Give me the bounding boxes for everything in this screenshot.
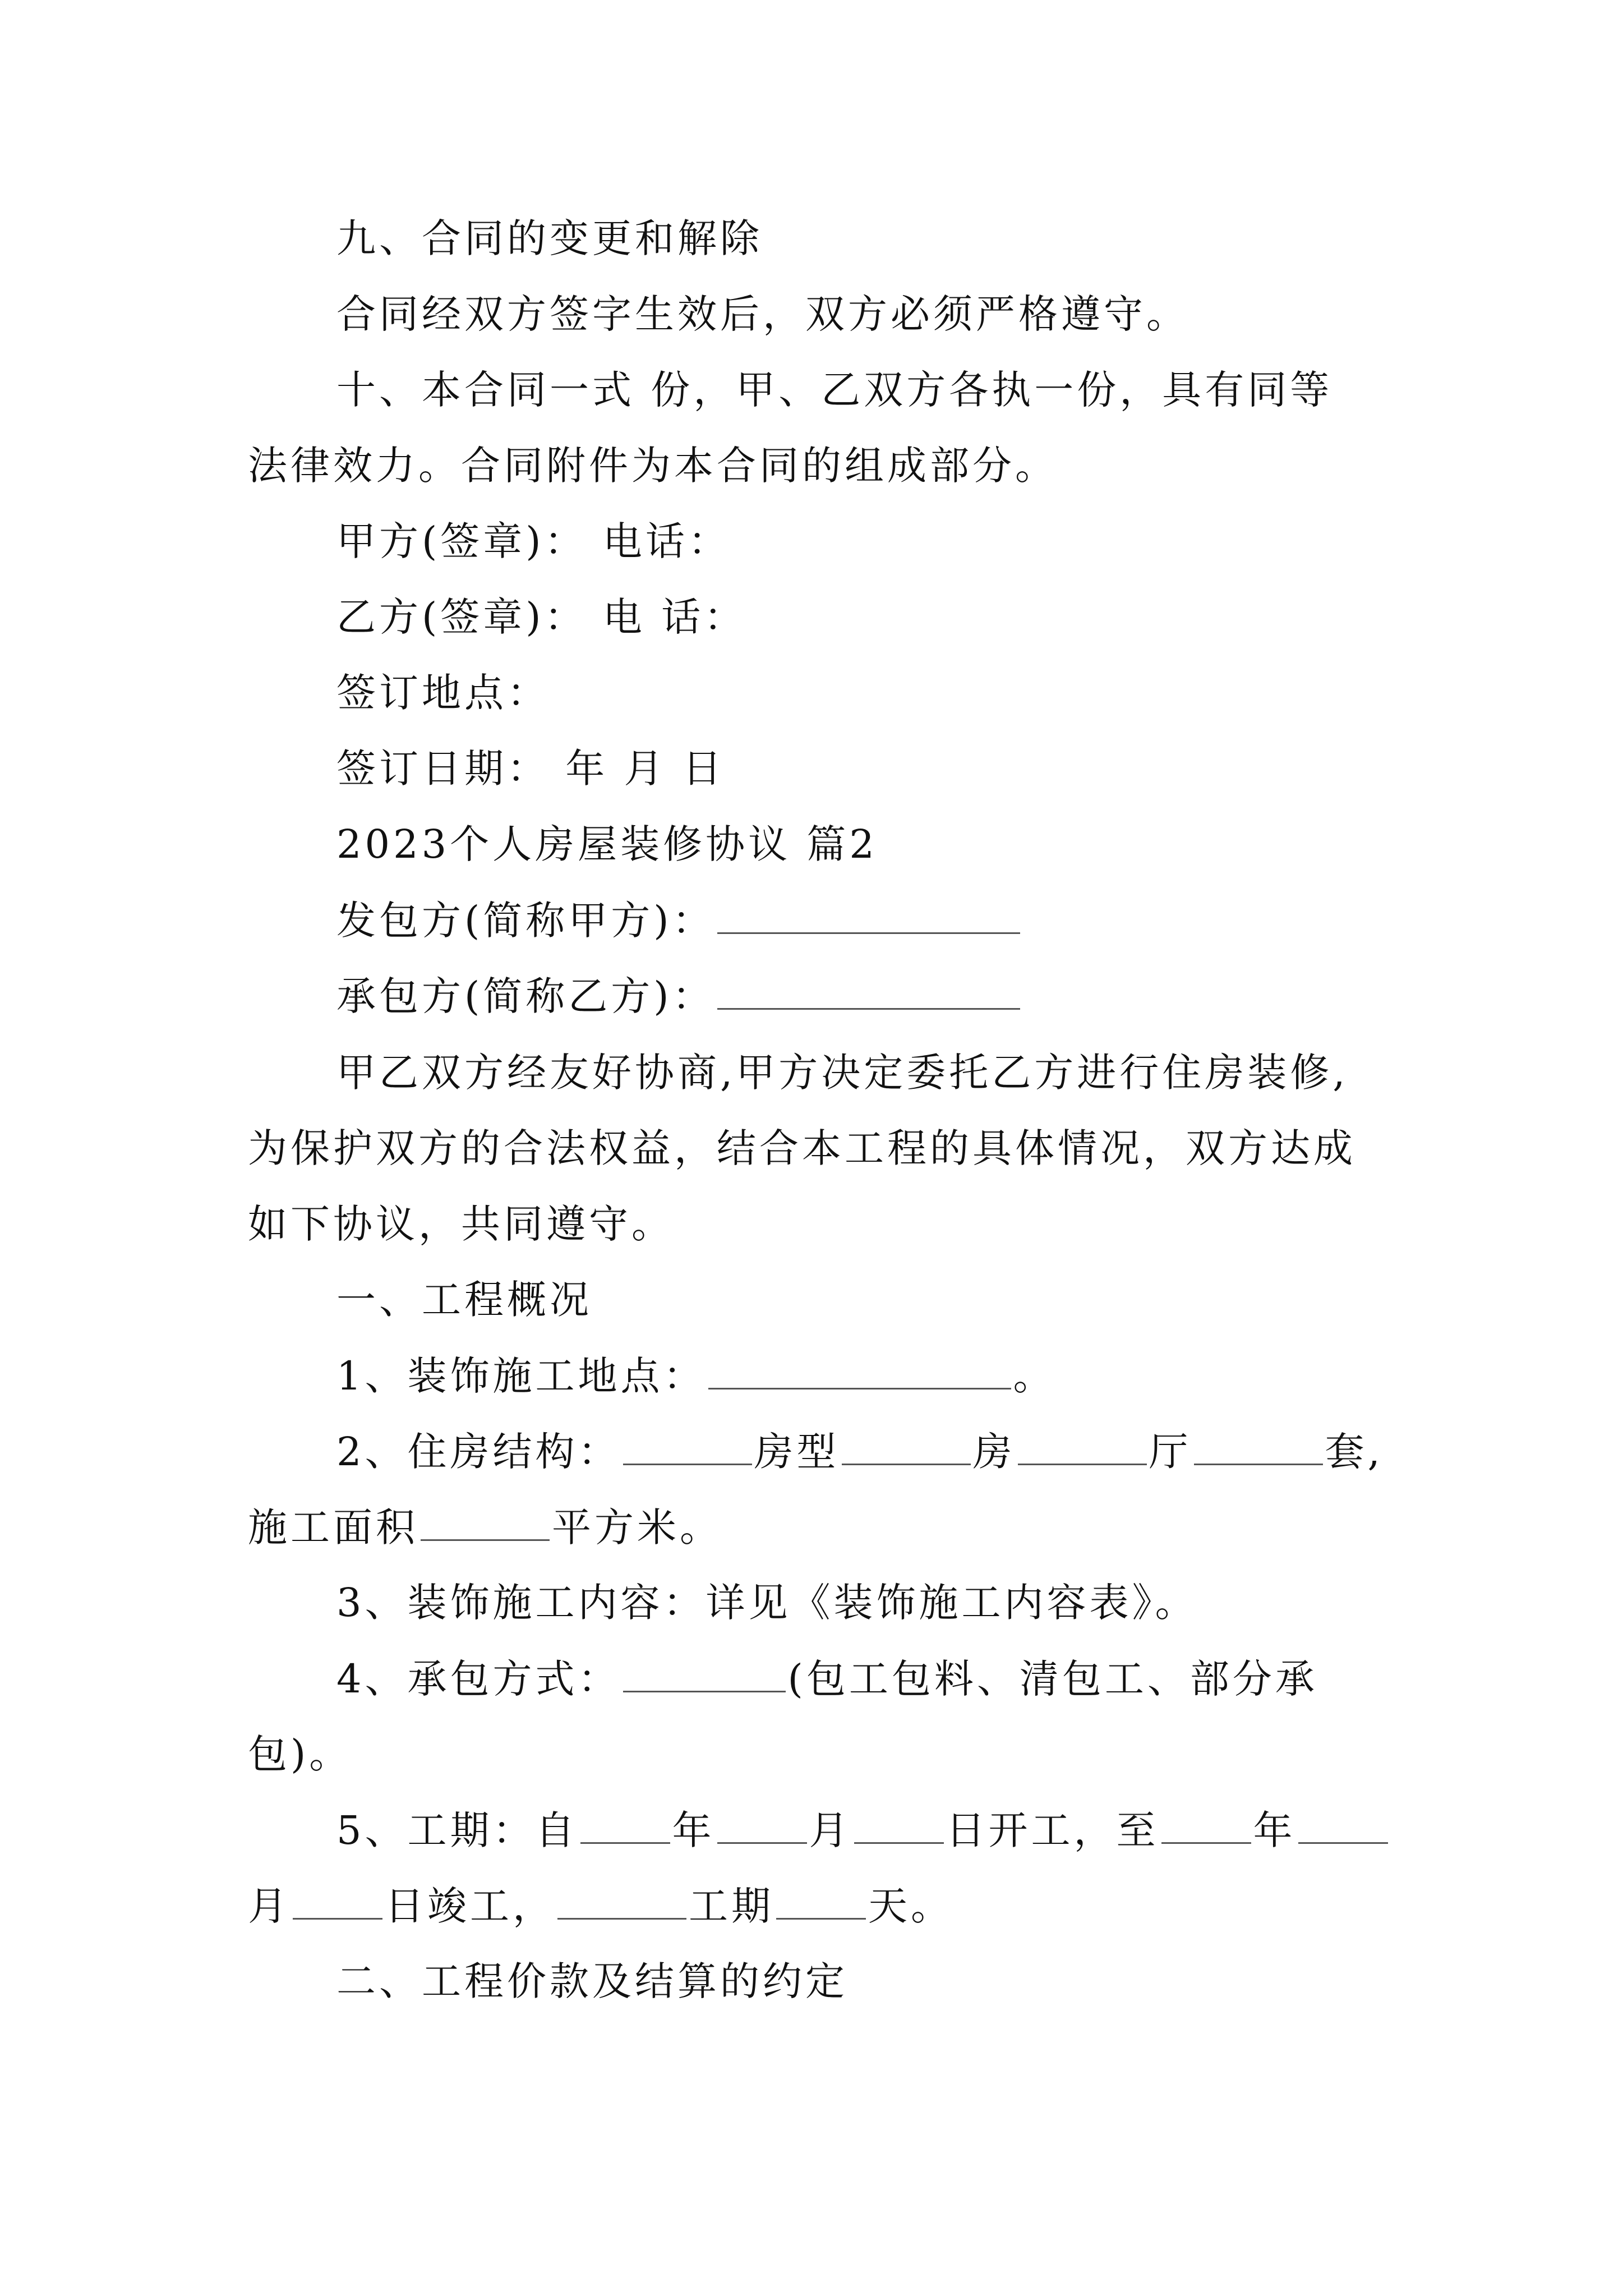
section-title: 2023个人房屋装修协议 篇2 bbox=[336, 821, 878, 867]
blank-field bbox=[623, 1423, 752, 1465]
blank-field bbox=[854, 1802, 944, 1844]
item-3-line: 3、装饰施工内容：详见《装饰施工内容表》。 bbox=[336, 1580, 1198, 1626]
section-heading: 二、工程价款及结算的约定 bbox=[336, 1958, 848, 2004]
text: 套, bbox=[1325, 1429, 1384, 1475]
text: 厅 bbox=[1149, 1429, 1192, 1475]
punctuation: 。 bbox=[1013, 1353, 1056, 1399]
blank-field bbox=[708, 1347, 1011, 1389]
label: 2、住房结构： bbox=[336, 1429, 621, 1475]
item-5-line-1 bbox=[336, 1802, 1390, 1858]
blank-field bbox=[776, 1878, 866, 1920]
clause-ten-line-1: 十、本合同一式 份，甲、乙双方各执一份，具有同等 bbox=[336, 367, 1333, 413]
text: 施工面积 bbox=[248, 1504, 418, 1550]
party-b-signature-line: 乙方(签章)： 电 话： bbox=[336, 594, 747, 640]
section-heading: 一、工程概况 bbox=[336, 1277, 592, 1323]
blank-field bbox=[717, 1802, 807, 1844]
blank-field bbox=[717, 968, 1020, 1010]
blank-field bbox=[1018, 1423, 1147, 1465]
blank-field bbox=[1194, 1423, 1323, 1465]
signing-date-line: 签订日期： 年 月 日 bbox=[336, 746, 725, 792]
blank-field bbox=[421, 1499, 550, 1541]
blank-field bbox=[293, 1878, 382, 1920]
text: 平方米。 bbox=[552, 1504, 722, 1550]
text: (包工包料、清包工、部分承 bbox=[787, 1656, 1318, 1702]
text: 年 bbox=[1253, 1807, 1296, 1853]
blank-field bbox=[623, 1650, 786, 1692]
text: 日开工，至 bbox=[946, 1807, 1159, 1853]
blank-field bbox=[842, 1423, 971, 1465]
paragraph: 合同经双方签字生效后，双方必须严格遵守。 bbox=[336, 291, 1189, 337]
blank-field bbox=[1161, 1802, 1251, 1844]
text: 天。 bbox=[868, 1883, 953, 1929]
contractor-employer-line bbox=[336, 892, 1022, 949]
label: 5、工期：自 bbox=[336, 1807, 578, 1853]
item-4-line-1 bbox=[336, 1650, 1318, 1707]
text: 日竣工， bbox=[385, 1883, 555, 1929]
text: 月 bbox=[248, 1883, 291, 1929]
contractor-line bbox=[336, 968, 1022, 1024]
blank-field bbox=[717, 892, 1020, 934]
text: 房 bbox=[972, 1429, 1016, 1475]
blank-field bbox=[557, 1878, 686, 1920]
item-1-line bbox=[336, 1347, 1056, 1404]
label: 承包方(简称乙方)： bbox=[336, 973, 715, 1019]
blank-field bbox=[580, 1802, 670, 1844]
intro-line-1: 甲乙双方经友好协商,甲方决定委托乙方进行住房装修, bbox=[336, 1050, 1349, 1096]
item-2-line-1 bbox=[336, 1423, 1384, 1480]
item-2-line-2 bbox=[248, 1499, 722, 1556]
text: 月 bbox=[809, 1807, 852, 1853]
party-a-signature-line: 甲方(签章)： 电话： bbox=[336, 518, 731, 564]
intro-line-3: 如下协议，共同遵守。 bbox=[248, 1201, 674, 1247]
blank-field bbox=[1298, 1802, 1388, 1844]
item-5-line-2 bbox=[248, 1878, 953, 1934]
clause-ten-line-2: 法律效力。合同附件为本合同的组成部分。 bbox=[248, 443, 1058, 489]
intro-line-2: 为保护双方的合法权益，结合本工程的具体情况，双方达成 bbox=[248, 1125, 1356, 1171]
text: 房型 bbox=[754, 1429, 840, 1475]
label: 1、装饰施工地点： bbox=[336, 1353, 706, 1399]
text: 年 bbox=[672, 1807, 715, 1853]
clause-nine-heading: 九、合同的变更和解除 bbox=[336, 215, 763, 261]
item-4-line-2: 包)。 bbox=[248, 1731, 352, 1777]
text: 工期 bbox=[689, 1883, 774, 1929]
signing-place-line: 签订地点： bbox=[336, 670, 550, 716]
label: 发包方(简称甲方)： bbox=[336, 898, 715, 944]
label: 4、承包方式： bbox=[336, 1656, 621, 1702]
